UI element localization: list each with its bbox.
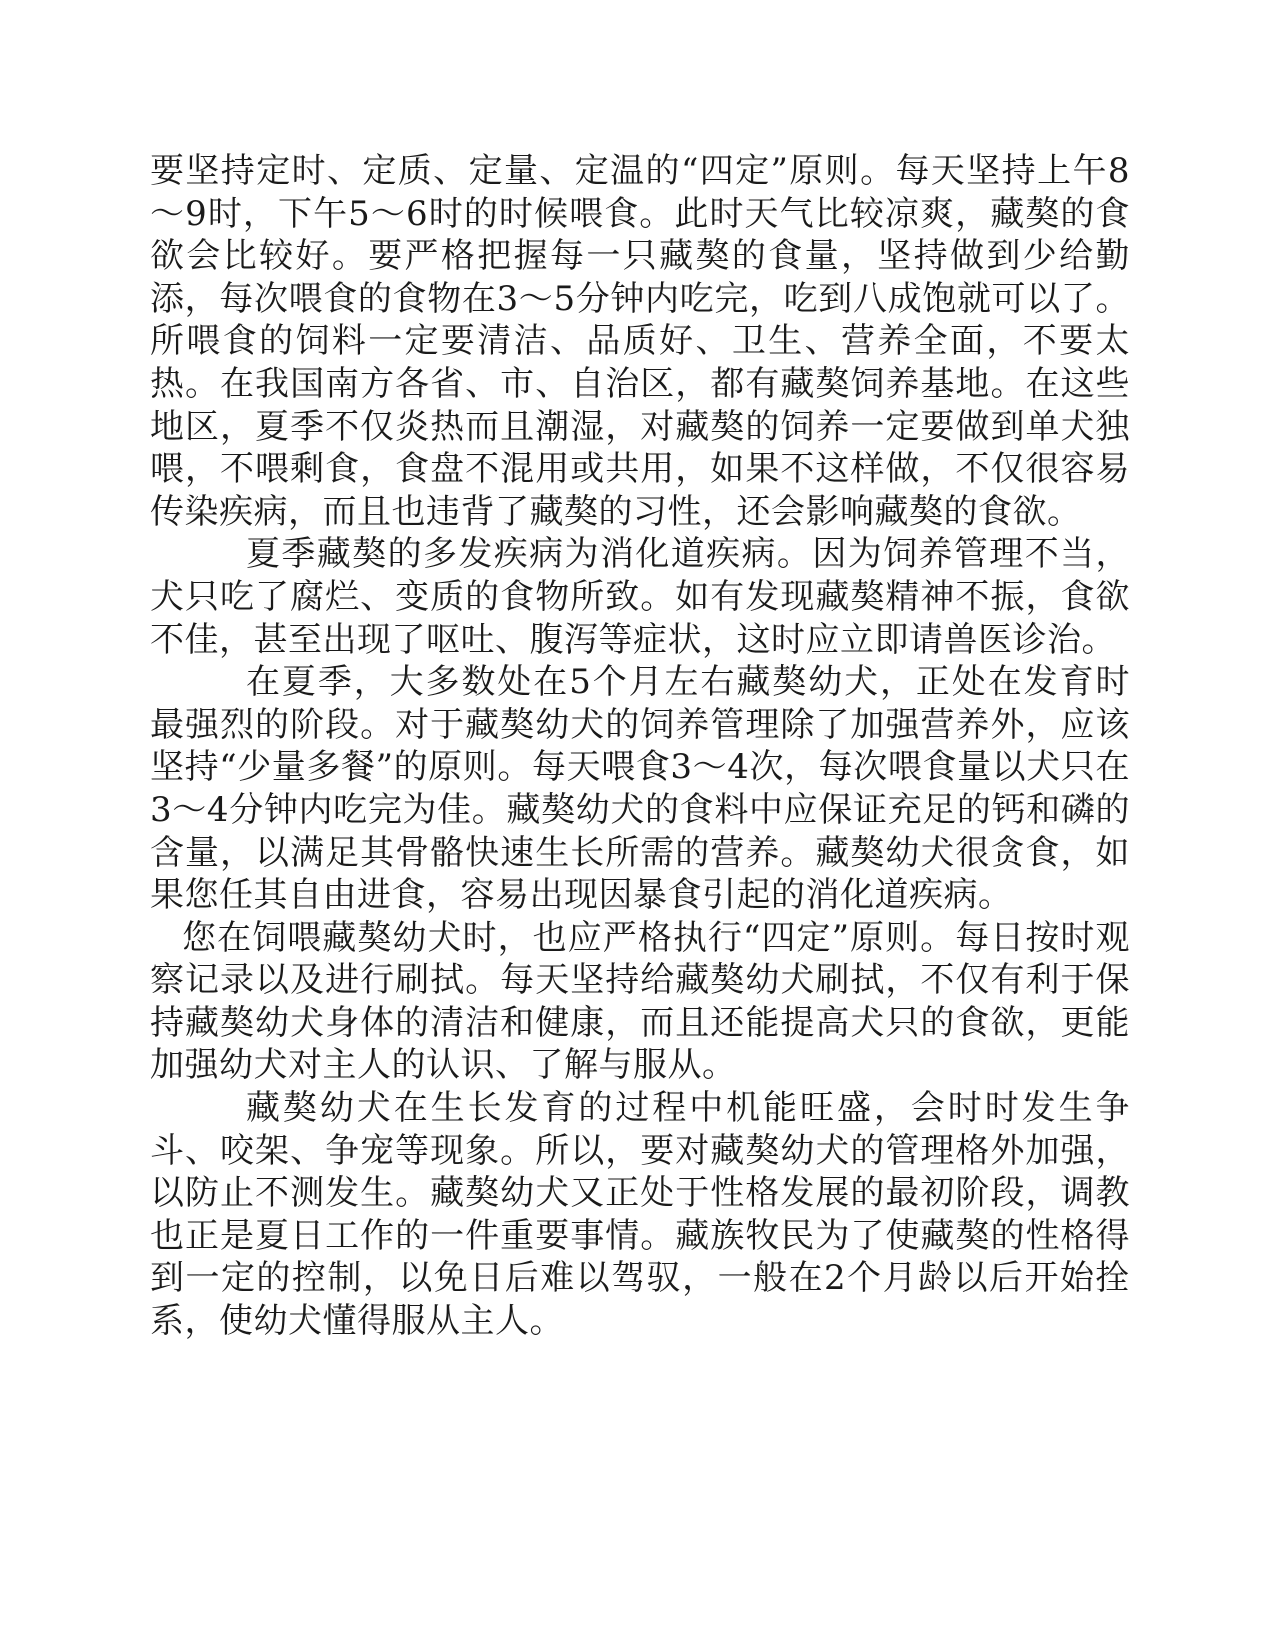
paragraph-puppy-feeding: 在夏季，大多数处在5个月左右藏獒幼犬，正处在发育时最强烈的阶段。对于藏獒幼犬的饲养管理除了加强营养外，应该坚持“少量多餐”的原则。每天喂食3～4次，每次喂食量以犬只在3～4分钟内吃完为佳。藏獒幼犬的食料中应保证充足的钙和磷的含量，以满足其骨骼快速生长所需的营养。藏獒幼犬很贪食，如果您任其自由进食，容易出现因暴食引起的消化道疾病。 xyxy=(150,662,1130,916)
paragraph-digestive-disease: 夏季藏獒的多发疾病为消化道疾病。因为饲养管理不当，犬只吃了腐烂、变质的食物所致。如有发现藏獒精神不振，食欲不佳，甚至出现了呕吐、腹泻等症状，这时应立即请兽医诊治。 xyxy=(150,534,1130,660)
paragraph-puppy-training: 藏獒幼犬在生长发育的过程中机能旺盛，会时时发生争斗、咬架、争宠等现象。所以，要对藏獒幼犬的管理格外加强，以防止不测发生。藏獒幼犬又正处于性格发展的最初阶段，调教也正是夏日工作的一件重要事情。藏族牧民为了使藏獒的性格得到一定的控制，以免日后难以驾驭，一般在2个月龄以后开始拴系，使幼犬懂得服从主人。 xyxy=(150,1088,1130,1342)
paragraph-feeding-rules: 要坚持定时、定质、定量、定温的“四定”原则。每天坚持上午8～9时，下午5～6时的时候喂食。此时天气比较凉爽，藏獒的食欲会比较好。要严格把握每一只藏獒的食量，坚持做到少给勤添，每次喂食的食物在3～5分钟内吃完，吃到八成饱就可以了。所喂食的饲料一定要清洁、品质好、卫生、营养全面，不要太热。在我国南方各省、市、自治区，都有藏獒饲养基地。在这些地区，夏季不仅炎热而且潮湿，对藏獒的饲养一定要做到单犬独喂，不喂剩食，食盘不混用或共用，如果不这样做，不仅很容易传染疾病，而且也违背了藏獒的习性，还会影响藏獒的食欲。 xyxy=(150,151,1130,532)
paragraph-puppy-grooming: 您在饲喂藏獒幼犬时，也应严格执行“四定”原则。每日按时观察记录以及进行刷拭。每天坚持给藏獒幼犬刷拭，不仅有利于保持藏獒幼犬身体的清洁和健康，而且还能提高犬只的食欲，更能加强幼犬对主人的认识、了解与服从。 xyxy=(150,917,1130,1086)
document-body xyxy=(150,150,1130,1343)
